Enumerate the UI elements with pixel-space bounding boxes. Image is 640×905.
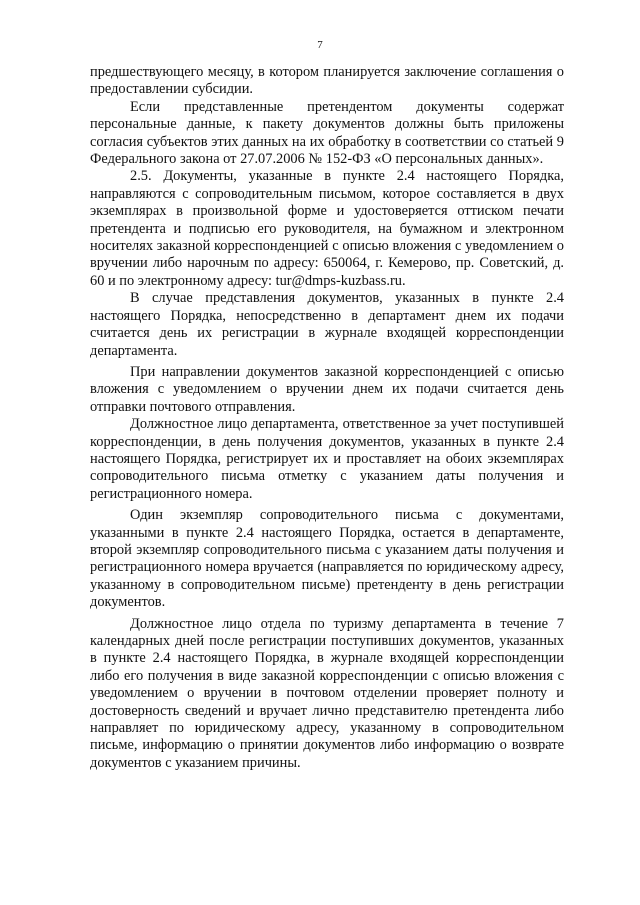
paragraph-2-5: 2.5. Документы, указанные в пункте 2.4 настоящего Порядка, направляются с сопроводительным письмом, которое составляется в двух экземплярах в произвольной форме и удостоверяется оттиском печати претендента и подписью его руководителя, на бумажном и электронном носителях заказной корреспонденцией с описью вложения с уведомлением о вручении либо нарочным по адресу: 650064, г. Кемерово, пр. Советский, д. 60 и по электронному адресу: tur@dmps-kuzbass.ru. bbox=[90, 168, 564, 289]
paragraph-personal-data: Если представленные претендентом документы содержат персональные данные, к пакету документов должны быть приложены согласия субъектов этих данных на их обработку в соответствии со статьей 9 Федерального закона от 27.07.2006 № 152-ФЗ «О персональных данных». bbox=[90, 98, 564, 168]
paragraph-continuation: предшествующего месяцу, в котором планируется заключение соглашения о предоставлении субсидии. bbox=[90, 64, 564, 98]
page-number: 7 bbox=[317, 39, 323, 51]
document-body bbox=[90, 64, 564, 772]
paragraph-registration: Должностное лицо департамента, ответственное за учет поступившей корреспонденции, в день получения документов, указанных в пункте 2.4 настоящего Порядка, регистрирует их и проставляет на обоих экземплярах сопроводительного письма отметку с указанием даты получения и регистрационного номера. bbox=[90, 416, 564, 502]
paragraph-postal-submission: При направлении документов заказной корреспонденцией с описью вложения с уведомлением о вручении днем их подачи считается день отправки почтового отправления. bbox=[90, 363, 564, 415]
paragraph-letter-copies: Один экземпляр сопроводительного письма с документами, указанными в пункте 2.4 настоящего Порядка, остается в департаменте, второй экземпляр сопроводительного письма с указанием даты получения и регистрационного номера вручается (направляется по юридическому адресу, указанному в сопроводительном письме) претенденту в день регистрации документов. bbox=[90, 507, 564, 611]
paragraph-direct-submission: В случае представления документов, указанных в пункте 2.4 настоящего Порядка, непосредственно в департамент днем их подачи считается день их регистрации в журнале входящей корреспонденции департамента. bbox=[90, 290, 564, 359]
paragraph-tourism-review: Должностное лицо отдела по туризму департамента в течение 7 календарных дней после регистрации поступивших документов, указанных в пункте 2.4 настоящего Порядка, в журнале входящей корреспонденции либо его получения в виде заказной корреспонденции с описью вложения с уведомлением о вручении в почтовом отделении проверяет полноту и достоверность сведений и вручает лично представителю претендента либо направляет по юридическому адресу, указанному в сопроводительном письме, информацию о принятии документов либо информацию о возврате документов с указанием причины. bbox=[90, 615, 564, 771]
